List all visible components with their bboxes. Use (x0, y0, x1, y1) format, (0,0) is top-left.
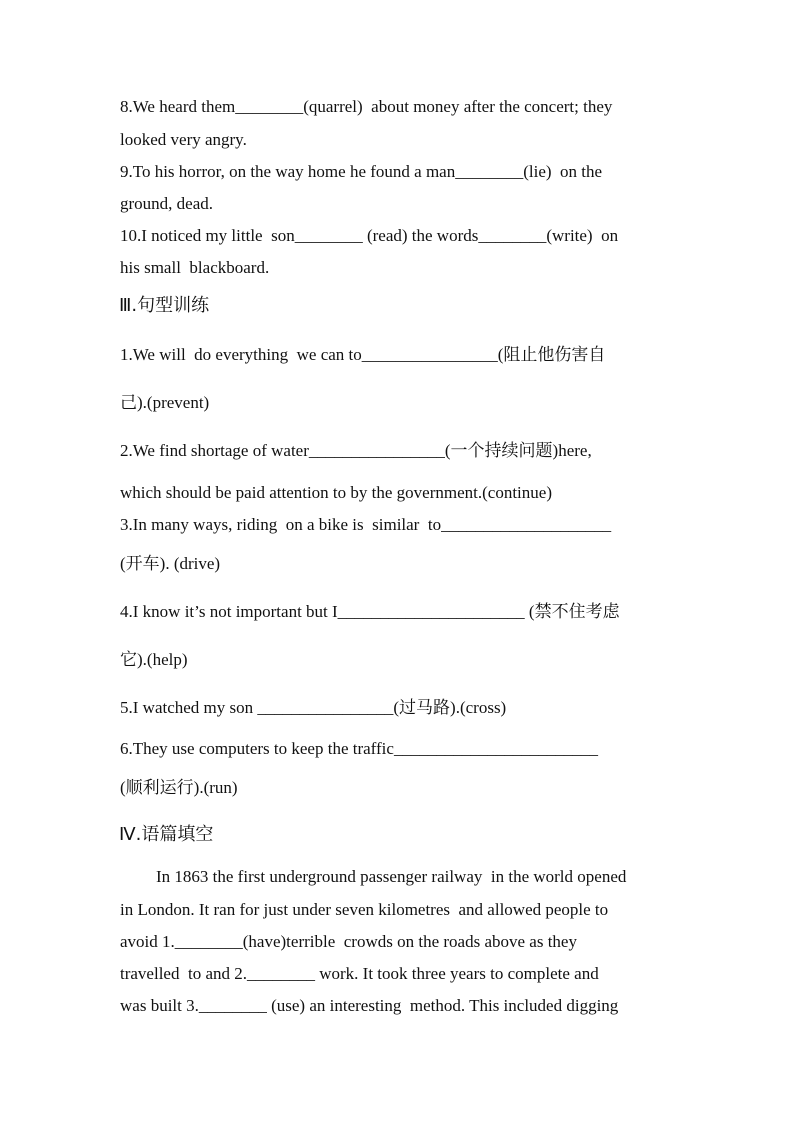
question-1-line-2: 己).(prevent) (120, 393, 210, 412)
passage-line-2: in London. It ran for just under seven kilometres and allowed people to (120, 900, 609, 919)
question-6-line-1: 6.They use computers to keep the traffic________________________ (120, 739, 598, 758)
section-3-heading: Ⅲ.句型训练 (119, 295, 210, 316)
question-3-line-2: (开车). (drive) (120, 554, 221, 573)
question-4-line-1: 4.I know it’s not important but I______________________ (禁不住考虑 (120, 602, 620, 621)
question-5-line-1: 5.I watched my son ________________(过马路).(cross) (120, 698, 507, 717)
section-4-heading: Ⅳ.语篇填空 (119, 824, 214, 845)
passage-line-3: avoid 1.________(have)terrible crowds on the roads above as they (120, 932, 577, 951)
question-6-line-2: (顺利运行).(run) (120, 778, 238, 797)
passage-line-1: In 1863 the first underground passenger railway in the world opened (156, 867, 627, 886)
question-4-line-2: 它).(help) (120, 650, 188, 669)
question-10-line-2: his small blackboard. (120, 258, 270, 277)
question-1-line-1: 1.We will do everything we can to________________(阻止他伤害自 (120, 345, 606, 364)
question-8-line-2: looked very angry. (120, 130, 247, 149)
question-2-line-2: which should be paid attention to by the government.(continue) (120, 483, 552, 502)
question-9-line-1: 9.To his horror, on the way home he found a man________(lie) on the (120, 162, 603, 181)
question-10-line-1: 10.I noticed my little son________ (read) the words________(write) on (120, 226, 619, 245)
question-9-line-2: ground, dead. (120, 194, 214, 213)
question-3-line-1: 3.In many ways, riding on a bike is similar to____________________ (120, 515, 612, 534)
question-8-line-1: 8.We heard them________(quarrel) about money after the concert; they (120, 97, 613, 116)
passage-line-5: was built 3.________ (use) an interesting method. This included digging (120, 996, 619, 1015)
question-2-line-1: 2.We find shortage of water________________(一个持续问题)here, (120, 441, 592, 460)
passage-line-4: travelled to and 2.________ work. It took three years to complete and (120, 964, 599, 983)
